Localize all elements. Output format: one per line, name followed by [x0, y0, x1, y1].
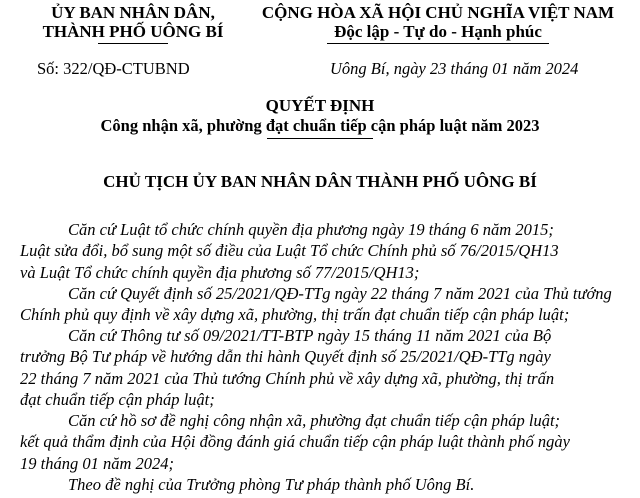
paragraph-line: đạt chuẩn tiếp cận pháp luật;	[20, 389, 215, 409]
proposal-paragraph	[20, 474, 620, 495]
paragraph-line: Căn cứ Quyết định số 25/2021/QĐ-TTg ngày 22 tháng 7 năm 2021 của Thủ tướng	[68, 284, 612, 303]
document-number: Số: 322/QĐ-CTUBND	[37, 59, 190, 78]
legal-basis-paragraph-2	[20, 283, 620, 326]
paragraph-line: Theo đề nghị của Trưởng phòng Tư pháp thành phố Uông Bí.	[68, 475, 475, 494]
legal-basis-paragraph-4	[20, 410, 620, 474]
paragraph-line: 19 tháng 01 năm 2024;	[20, 453, 174, 473]
paragraph-line: trưởng Bộ Tư pháp về hướng dẫn thi hành Quyết định số 25/2021/QĐ-TTg ngày	[20, 347, 551, 367]
decision-subtitle: Công nhận xã, phường đạt chuẩn tiếp cận pháp luật năm 2023	[100, 116, 540, 135]
paragraph-line: Luật sửa đổi, bổ sung một số điều của Luật Tổ chức Chính phủ số 76/2015/QH13	[20, 241, 559, 261]
authority-heading: CHỦ TỊCH ỦY BAN NHÂN DÂN THÀNH PHỐ UÔNG BÍ	[103, 172, 537, 191]
paragraph-line: và Luật Tổ chức chính quyền địa phương số 77/2015/QH13;	[20, 262, 420, 282]
paragraph-line: kết quả thẩm định của Hội đồng đánh giá chuẩn tiếp cận pháp luật thành phố ngày	[20, 432, 570, 452]
subtitle-underline	[267, 138, 373, 139]
issuer-name-line2: THÀNH PHỐ UÔNG BÍ	[42, 22, 224, 41]
decision-title: QUYẾT ĐỊNH	[265, 96, 375, 115]
motto-underline	[327, 43, 549, 44]
nation-name: CỘNG HÒA XÃ HỘI CHỦ NGHĨA VIỆT NAM	[261, 3, 615, 22]
paragraph-line: Căn cứ hồ sơ đề nghị công nhận xã, phường đạt chuẩn tiếp cận pháp luật;	[68, 411, 561, 430]
paragraph-line: Căn cứ Thông tư số 09/2021/TT-BTP ngày 15 tháng 11 năm 2021 của Bộ	[68, 326, 552, 345]
issuer-name-line1: ỦY BAN NHÂN DÂN,	[51, 3, 215, 22]
paragraph-line: Chính phủ quy định về xây dựng xã, phường, thị trấn đạt chuẩn tiếp cận pháp luật;	[20, 305, 570, 325]
issuer-underline	[98, 43, 168, 44]
nation-motto: Độc lập - Tự do - Hạnh phúc	[334, 22, 542, 41]
legal-basis-paragraph-1	[20, 219, 620, 283]
paragraph-line: Căn cứ Luật tổ chức chính quyền địa phương ngày 19 tháng 6 năm 2015;	[68, 220, 554, 239]
paragraph-line: 22 tháng 7 năm 2021 của Thủ tướng Chính phủ về xây dựng xã, phường, thị trấn	[20, 368, 555, 388]
legal-basis-paragraph-3	[20, 325, 620, 410]
place-and-date: Uông Bí, ngày 23 tháng 01 năm 2024	[330, 59, 579, 78]
